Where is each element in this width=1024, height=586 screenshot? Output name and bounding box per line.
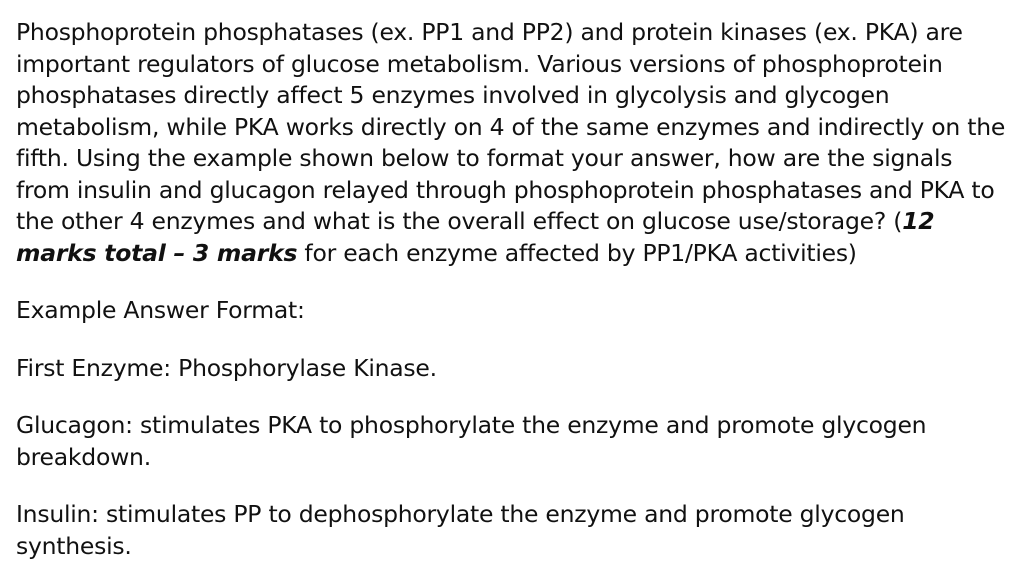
question-text: Phosphoprotein phosphatases (ex. PP1 and PP2) and protein kinases (ex. PKA) are important regulators of glucose metabolism. Various versions of phosphoprotein phosphatases directly affect 5 enzymes involved in glycolysis and glycogen metabolism, while PKA works directly on 4 of the same enzymes and indirectly on the fifth. Using the example shown below to format your answer, how are the signals from insulin and glucagon relayed through phosphoprotein phosphatases and PKA to the other 4 enzymes and what is the overall effect on glucose use/storage? ( (16, 18, 1006, 235)
example-heading: Example Answer Format: (16, 296, 305, 324)
glucagon-line: Glucagon: stimulates PKA to phosphorylate the enzyme and promote glycogen breakdown. (16, 411, 927, 471)
first-enzyme-line: First Enzyme: Phosphorylase Kinase. (16, 353, 437, 382)
question-paragraph (16, 17, 1010, 269)
insulin-line: Insulin: stimulates PP to dephosphorylate the enzyme and promote glycogen synthesis. (16, 500, 905, 560)
question-text-end: for each enzyme affected by PP1/PKA activities) (297, 238, 857, 267)
marks-emphasis: 12 marks total – 3 marks (16, 207, 935, 267)
